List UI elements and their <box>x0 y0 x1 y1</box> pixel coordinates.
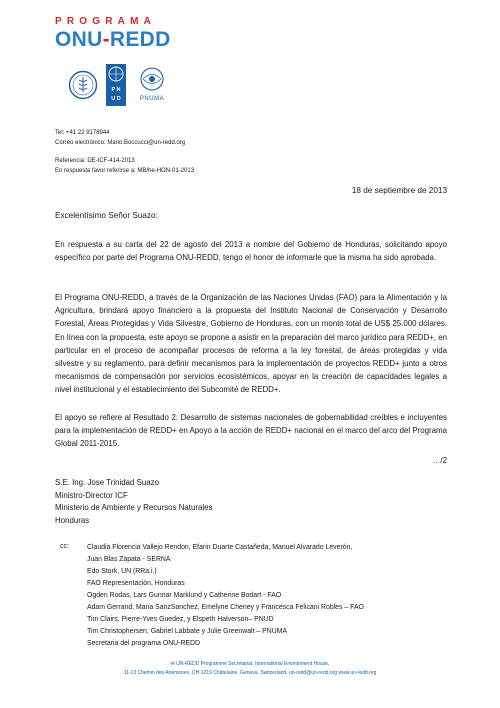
footer-line-2: 11-13 Chemin des Anémones, CH-1219 Châtelaine, Geneva, Switzerland, un-redd@un-redd.org www.un-redd.org <box>123 670 377 676</box>
paragraph-3: El apoyo se refiere al Resultado 2: Desarrollo de sistemas nacionales de gobernabilidad creíbles e incluyentes para la implementación de REDD+ en Apoyo a la acción de REDD+ nacional en el marco del arco del Programa Global 2011-2015. <box>55 413 447 449</box>
logo-program-word: PROGRAMA <box>55 16 157 27</box>
cc-item: Secretaria del programa ONU-REDD <box>87 640 200 647</box>
pnuma-label: PNUMA <box>139 96 165 102</box>
un-redd-logo <box>55 16 195 52</box>
agency-logos <box>68 70 178 110</box>
reference-block <box>55 156 194 176</box>
page-continuation: …/2 <box>432 456 447 465</box>
cc-list <box>87 542 364 650</box>
footer-line-1 <box>0 660 500 669</box>
fao-logo-icon <box>68 70 98 100</box>
cc-item: Tim Christophersen, Gabriel Labbate y Julie Greenwalt – PNUMA <box>87 628 288 635</box>
cc-item: FAO Representación, Honduras <box>87 580 185 587</box>
addressee-block <box>55 477 212 528</box>
cc-item: Claudia Florencia Vallejo Rendon, Efarin Duarte Castañeda, Manuel Alvarado Leverón, <box>87 544 353 551</box>
letter-date: 18 de septiembre de 2013 <box>351 186 447 195</box>
logo-brand-dash: - <box>102 28 110 51</box>
logo-brand <box>55 28 195 52</box>
reference-number: Referencia: DE-ICF-414-2013 <box>55 158 135 164</box>
logo-brand-left: ONU <box>55 28 103 51</box>
addressee-title: Ministro-Director ICF <box>55 490 128 500</box>
addressee-name: S.E. Ing. Jose Trinidad Suazo <box>55 478 159 487</box>
logo-brand-right: REDD <box>109 28 171 51</box>
svg-text:P N: P N <box>111 87 121 93</box>
cc-item: Ogden Rodas, Lars Gunnar Marklund y Catherine Bodart - FAO <box>87 592 282 599</box>
cc-item: Tim Clairs, Pierre-Yves Guedez, y Elspeth Halverson– PNUD <box>87 616 274 623</box>
pnuma-logo-icon <box>134 66 170 104</box>
svg-text:U D: U D <box>111 96 121 102</box>
envelope-icon: ✉ <box>170 661 175 667</box>
reply-reference: En respuesta favor referirse a: MB/he-HON-01-2013 <box>55 168 195 174</box>
paragraph-1: En respuesta a su carta del 22 de agosto del 2013 a nombre del Gobierno de Honduras, solicitando apoyo específico por parte del Programa ONU-REDD, tengo el honor de informarle que la misma ha sido aprobada. <box>55 240 447 263</box>
footer-address-1: UN-REDD Programme Secretariat, International Environment House, <box>176 661 330 667</box>
addressee-country: Honduras <box>55 516 90 526</box>
cc-item: Edo Stork, UN (RRa.i.) <box>87 568 157 575</box>
cc-item: Juan Blas Zapata - SERNA <box>87 556 171 563</box>
contact-block <box>55 128 185 148</box>
salutation: Excelentísimo Señor Suazo: <box>55 211 158 220</box>
addressee-ministry: Ministerio de Ambiente y Recursos Naturales <box>55 503 213 513</box>
cc-item: Adam Gerrand, Maria SanzSanchez, Emelyne Cheney y Francesca Felicani Robles – FAO <box>87 604 364 611</box>
contact-email: Correo electrónico: Mario.Boccucci@un-redd.org <box>55 140 186 146</box>
paragraph-2: El Programa ONU-REDD, a través de la Organización de las Naciones Unidas (FAO) para la Alimentación y la Agricultura, brindará apoyo financiero a la propuesta del Instituto Nacional de Conservación y Desarrollo Forestal, Áreas Protegidas y Vida Silvestre, Gobierno de Honduras, con un monto total de US$ 25.000 dólares. En línea con la propuesta, este apoyo se propone a asistir en la preparación del marco jurídico para REDD+, en particular en el proceso de acompañar procesos de reforma a la ley forestal, de áreas protegidas y vida silvestre y su reglamento, para definir mecanismos para la implementación de proyectos REDD+ junto a otros mecanismos de compensación por servicios ecosistémicos, apoyar en la creación de capacidades legales a nivel institucional y el establecimiento del Subcomité de REDD+. <box>55 293 447 395</box>
contact-phone: Tel: +41 22 9178944 <box>55 130 110 136</box>
cc-label: cc: <box>60 543 69 550</box>
pnud-logo-icon <box>106 64 126 106</box>
